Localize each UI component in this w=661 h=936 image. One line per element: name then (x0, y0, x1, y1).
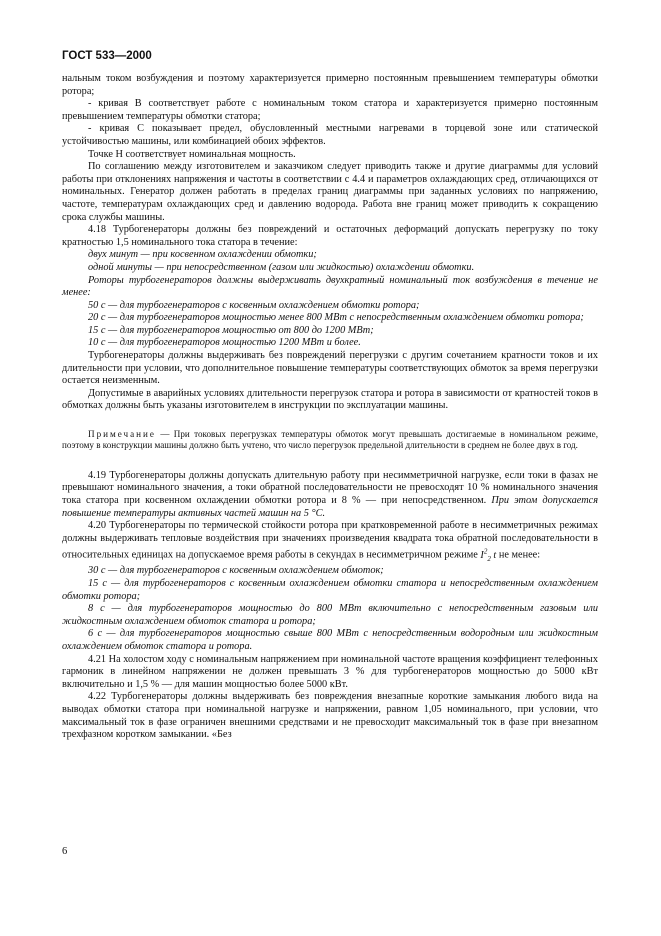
note (62, 429, 598, 452)
document-body (62, 73, 598, 742)
page-header-standard-title: ГОСТ 533—2000 (62, 50, 152, 62)
clause-4-19: 4.19 Турбогенераторы должны допускать длительную работу при несимметричной нагрузке, если токи в фазах не превышают номинального значения, а токи обратной последовательности не превосходят 10 % номинального значения тока статора при косвенном охлаждении обмотки ротора и 8 % — при непосредственном. При этом допускается повышение температуры активных частей машин на 5 °С. (62, 469, 598, 519)
page-number: 6 (62, 846, 68, 857)
list-item: 30 с — для турбогенераторов с косвенным охлаждением обмоток; (88, 565, 384, 577)
clause-4-18: 4.18 Турбогенераторы должны без повреждений и остаточных деформаций допускать перегрузку по току кратностью 1,5 номинального тока статора в течение: (62, 224, 598, 248)
paragraph: Допустимые в аварийных условиях длительности перегрузок статора и ротора в зависимости от кратностей токов в обмотках должны быть указаны изготовителем в инструкции по эксплуатации машины. (62, 387, 598, 412)
paragraph: - кривая C показывает предел, обусловленный местными нагревами в торцевой зоне или статической устойчивостью машины, или комбинацией обоих эффектов. (62, 123, 598, 147)
clause-4-22: 4.22 Турбогенераторы должны выдерживать без повреждения внезапные короткие замыкания любого вида на выводах обмотки статора при номинальной нагрузке и напряжении, равном 1,05 номинального, при условии, что максимальный ток в фазе ограничен внешними средствами и не превосходит максимальный ток в фазе при внезапном трехфазном коротком замыкании. «Без (62, 691, 598, 741)
list-item: 50 с — для турбогенераторов с косвенным охлаждением обмотки ротора; (88, 299, 420, 311)
note-text: — При токовых перегрузках температуры обмоток могут превышать достигаемые в номинальном режиме, поэтому в конструкции машины должно быть учтено, что число перегрузок предельной длительности в среднем не более двух в год. (62, 429, 598, 451)
paragraph: По соглашению между изготовителем и заказчиком следует приводить также и другие диаграммы для условий работы при отклонениях напряжения и частоты в соответствии с 4.4 и параметров охлаждающих сред, отличающихся от номинальных. Генератор должен работать в пределах границ диаграммы при заданных условиях по напряжению, частоте, температурам охлаждающих сред и давлению водорода. Работа вне границ может приводить к сокращению срока службы машины. (62, 161, 598, 223)
list-item: 10 с — для турбогенераторов мощностью 1200 МВт и более. (88, 337, 361, 349)
note-label: Примечание (88, 429, 156, 440)
paragraph: Турбогенераторы должны выдерживать без повреждений перегрузки с другим сочетанием кратности токов и их длительности при условии, что дополнительное повышение температуры соответствующих обмоток за время перегрузки остается неизменным. (62, 350, 598, 387)
list-item: одной минуты — при непосредственном (газом или жидкостью) охлаждении обмотки. (88, 261, 475, 273)
list-item: 15 с — для турбогенераторов с косвенным охлаждением обмотки статора и непосредственным охлаждением обмотки ротора; (62, 578, 598, 602)
paragraph: Точке H соответствует номинальная мощность. (88, 148, 296, 160)
list-item: 20 с — для турбогенераторов мощностью менее 800 МВт с непосредственным охлаждением обмотки ротора; (88, 312, 584, 324)
clause-4-20: 4.20 Турбогенераторы по термической стойкости ротора при кратковременной работе в несимметричных режимах должны выдерживать тепловые воздействия при значениях произведения квадрата тока обратной последовательности в относительных единицах на допускаемое время работы в секундах в несимметричном режиме $I^2_2$ t не менее: (62, 520, 598, 563)
list-item: 8 с — для турбогенераторов мощностью до 800 МВт включительно с непосредственным газовым или жидкостным охлаждением обмоток статора и ротора; (62, 603, 598, 627)
paragraph: нальным током возбуждения и поэтому характеризуется примерно постоянным превышением температуры обмотки ротора; (62, 73, 598, 97)
list-item: 15 с — для турбогенераторов мощностью от 800 до 1200 МВт; (88, 324, 374, 336)
list-item: 6 с — для турбогенераторов мощностью свыше 800 МВт с непосредственным водородным или жидкостным охлаждением обмоток статора и ротора. (62, 628, 598, 653)
clause-4-21: 4.21 На холостом ходу с номинальным напряжением при номинальной частоте вращения коэффициент телефонных гармоник в линейном напряжении не должен превышать 3 % для турбогенераторов мощностью до 5000 кВт включительно и 1,5 % — для машин мощностью более 5000 кВт. (62, 653, 598, 690)
formula: $I^2_2$ t (480, 547, 497, 563)
paragraph: Роторы турбогенераторов должны выдерживать двухкратный номинальный ток возбуждения в течение не менее: (62, 274, 598, 299)
paragraph: - кривая B соответствует работе с номинальным током статора и характеризуется примерно постоянным превышением температуры обмотки статора; (62, 98, 598, 122)
list-item: двух минут — при косвенном охлаждении обмотки; (88, 249, 317, 261)
